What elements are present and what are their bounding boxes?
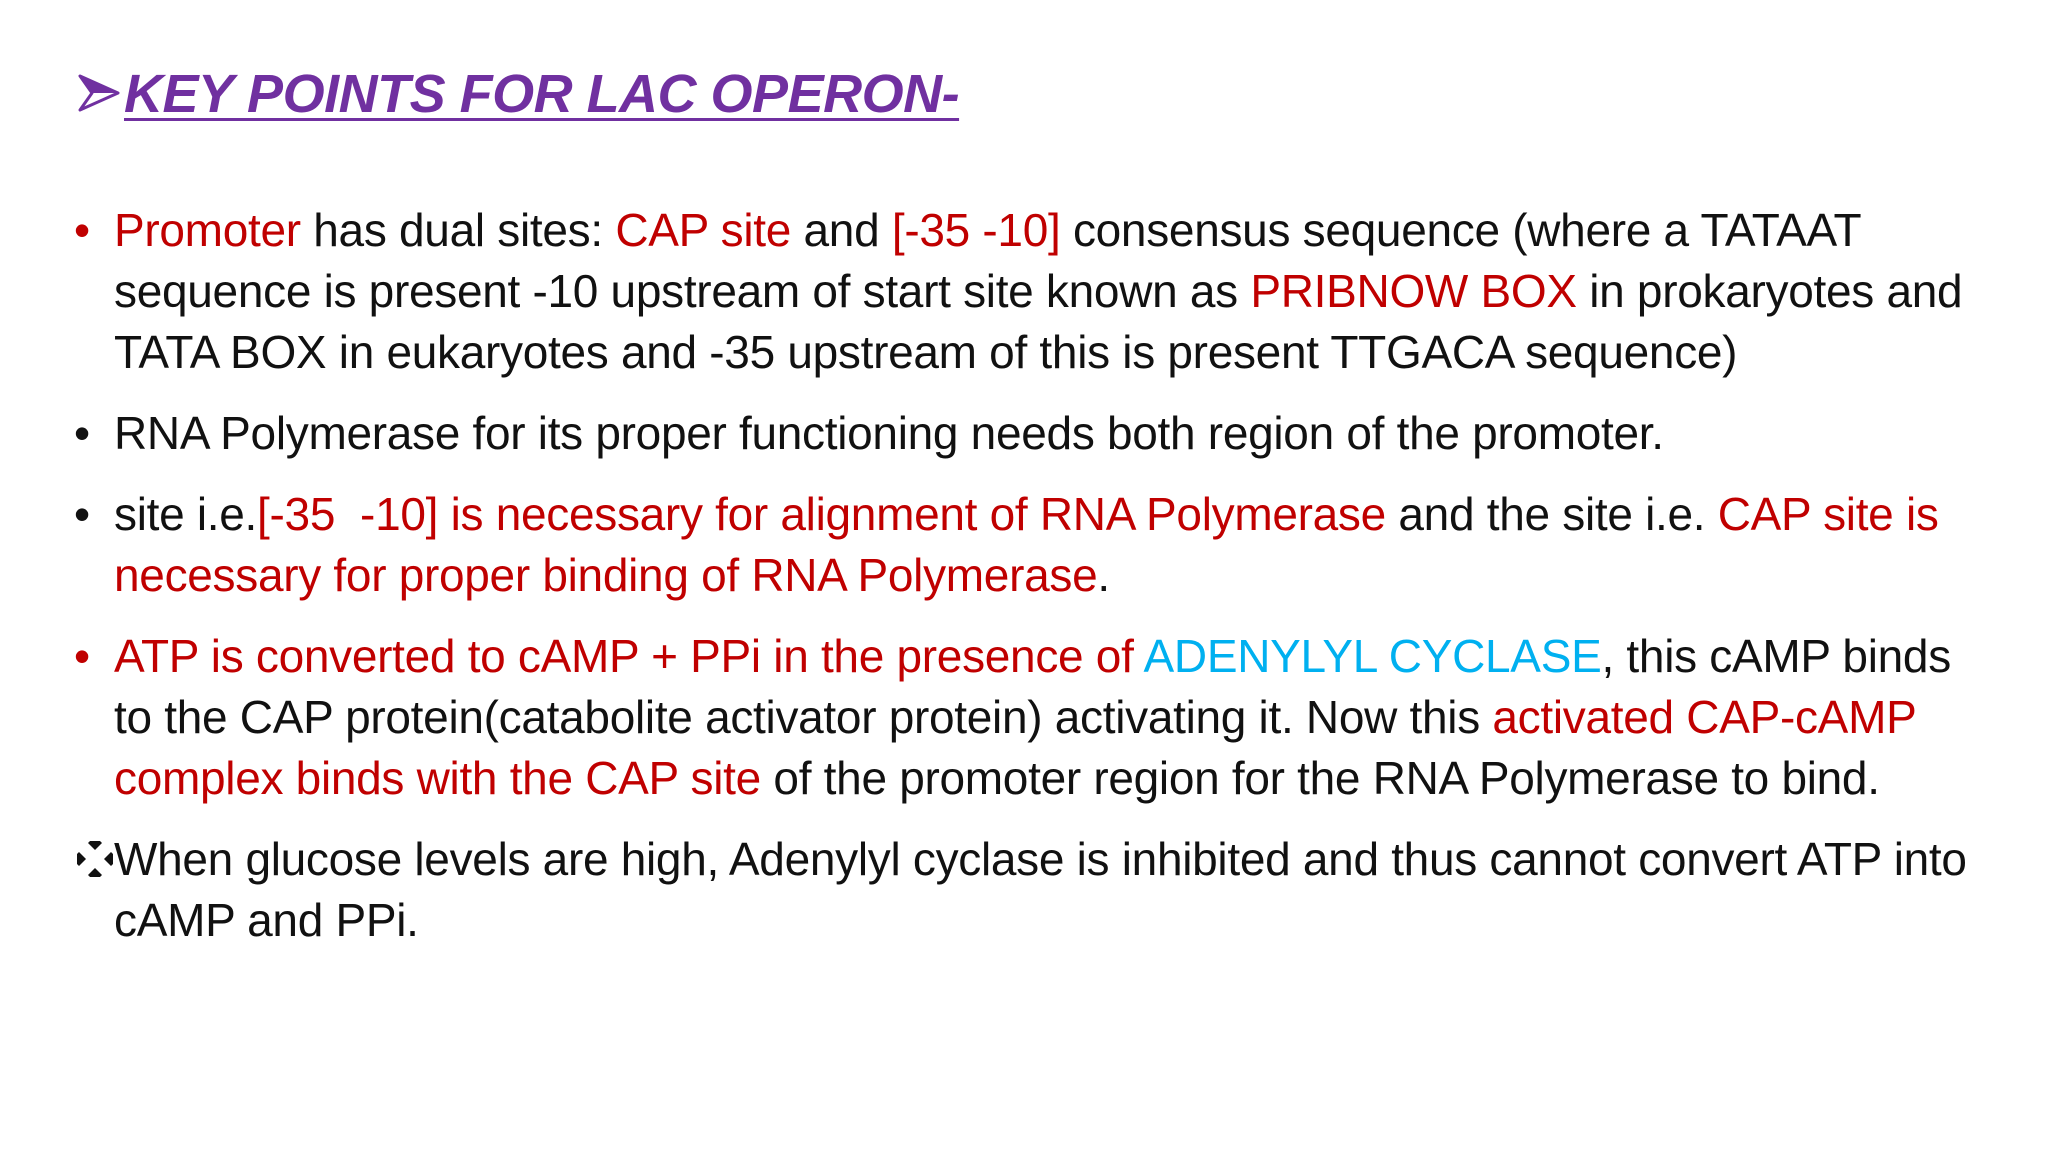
bullet-dot: • [74,204,90,256]
four-diamond-bullet-icon [77,841,113,877]
text-segment: CAP site [615,204,792,256]
text-segment: RNA Polymerase for its proper functioning needs both region of the promoter. [114,407,1664,459]
text-segment: When glucose levels are high, Adenylyl cyclase is inhibited and thus cannot convert ATP into cAMP and PPi. [114,833,1980,946]
bullet-text [114,204,1974,378]
text-segment: of the promoter region for the RNA Polymerase to bind. [760,752,1880,804]
text-segment: [-35 -10] is necessary for alignment of RNA Polymerase [257,488,1386,540]
bullet-point [72,626,1992,809]
text-segment: and [791,204,892,256]
bullet-point [72,484,1992,606]
text-segment: PRIBNOW BOX [1250,265,1577,317]
slide-title-row [78,62,959,127]
text-segment: site i.e. [114,488,258,540]
bullet-point [72,829,1992,951]
bullet-dot: • [74,630,90,682]
bullet-point [72,403,1992,464]
text-segment: has dual sites: [300,204,616,256]
bullet-list [72,200,1992,951]
text-segment: CAP site is necessary for proper binding of RNA Polymerase [114,488,1952,601]
text-segment: [-35 -10] [891,204,1061,256]
bullet-text [114,630,1963,804]
bullet-dot: • [74,407,90,459]
text-segment: . [1097,549,1110,601]
text-segment: in prokaryotes and TATA BOX in eukaryotes and -35 upstream of this is present TTGACA sequence) [114,265,1974,378]
text-segment: ADENYLYL CYCLASE [1143,630,1602,682]
bullet-text [114,829,1992,951]
arrow-bullet-icon [78,68,120,118]
text-segment: activated CAP-cAMP complex binds with the CAP site [114,691,1929,804]
text-segment: ATP is converted to cAMP + PPi in the presence of [114,630,1144,682]
text-segment: and the site i.e. [1385,488,1718,540]
slide-title: KEY POINTS FOR LAC OPERON- [124,64,960,124]
bullet-text [114,488,1951,601]
bullet-dot: • [74,488,90,540]
bullet-text [114,407,1664,459]
text-segment: consensus sequence (where a TATAAT sequence is present -10 upstream of start site known as [114,204,1873,317]
bullet-point [72,200,1992,383]
text-segment: Promoter [114,204,301,256]
text-segment: , this cAMP binds to the CAP protein(catabolite activator protein) activating it. Now this [114,630,1964,743]
